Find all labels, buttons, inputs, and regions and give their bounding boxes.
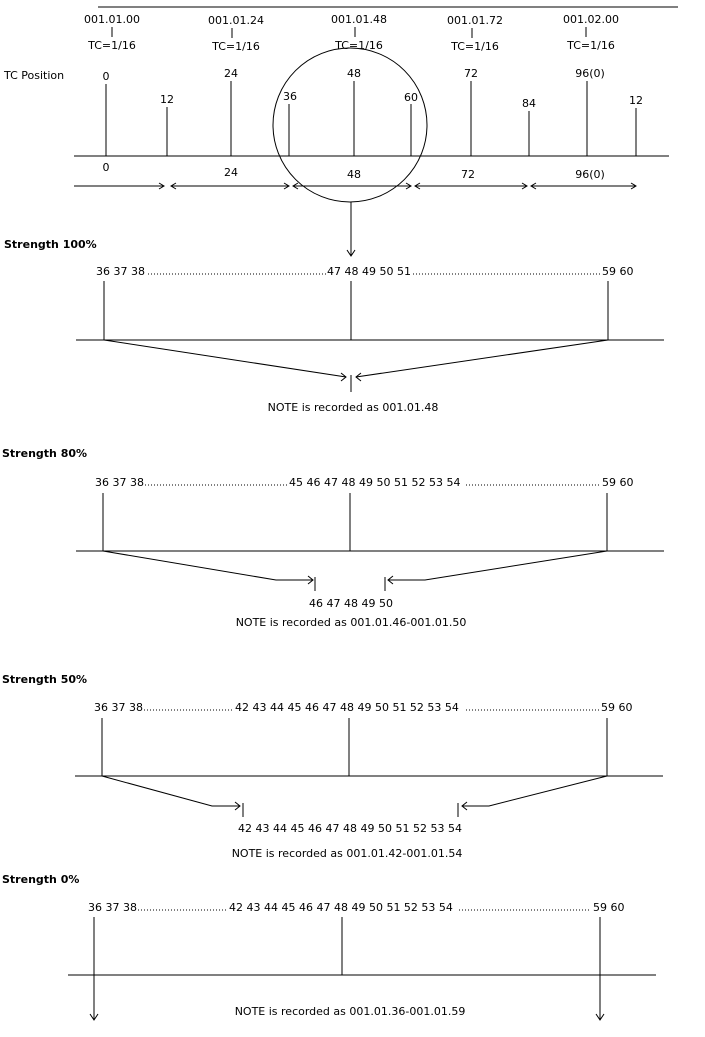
tick-label: 72 bbox=[464, 67, 478, 80]
tick-label: 96(0) bbox=[575, 67, 605, 80]
converge-arrow bbox=[388, 551, 607, 580]
number-mid: 45 46 47 48 49 50 51 52 53 54 bbox=[289, 476, 461, 489]
strength-80-section bbox=[2, 447, 664, 629]
tc-position-label: TC Position bbox=[4, 69, 65, 82]
converge-arrow bbox=[356, 340, 608, 377]
position-label: 001.01.00 bbox=[84, 13, 140, 26]
number-right: 59 60 bbox=[602, 476, 634, 489]
tick-label: 48 bbox=[347, 67, 361, 80]
tc-label: TC=1/16 bbox=[567, 39, 615, 52]
section-title: Strength 0% bbox=[2, 873, 80, 886]
tc-label: TC=1/16 bbox=[88, 39, 136, 52]
number-mid: 47 48 49 50 51 bbox=[327, 265, 411, 278]
position-label: 001.02.00 bbox=[563, 13, 619, 26]
number-left: 36 37 38 bbox=[88, 901, 137, 914]
converge-arrow bbox=[103, 551, 313, 580]
number-left: 36 37 38 bbox=[94, 701, 143, 714]
range-label: 72 bbox=[461, 168, 475, 181]
range-label: 24 bbox=[224, 166, 238, 179]
window-numbers: 42 43 44 45 46 47 48 49 50 51 52 53 54 bbox=[238, 822, 462, 835]
tick-label: 24 bbox=[224, 67, 238, 80]
strength-100-section bbox=[4, 238, 664, 414]
range-arrows bbox=[74, 183, 636, 189]
section-title: Strength 100% bbox=[4, 238, 97, 251]
strength-50-section bbox=[2, 673, 663, 860]
window-numbers: 46 47 48 49 50 bbox=[309, 597, 393, 610]
tc-label: TC=1/16 bbox=[212, 40, 260, 53]
strength-0-section bbox=[2, 873, 656, 1020]
note-text: NOTE is recorded as 001.01.48 bbox=[267, 401, 439, 414]
position-label: 001.01.48 bbox=[331, 13, 387, 26]
number-mid: 42 43 44 45 46 47 48 49 50 51 52 53 54 bbox=[229, 901, 453, 914]
position-label: 001.01.72 bbox=[447, 14, 503, 27]
tick-label: 84 bbox=[522, 97, 536, 110]
section-title: Strength 50% bbox=[2, 673, 88, 686]
range-label: 48 bbox=[347, 168, 361, 181]
converge-arrow bbox=[102, 776, 240, 806]
range-label: 0 bbox=[102, 161, 110, 174]
number-left: 36 37 38 bbox=[96, 265, 145, 278]
tick-label: 36 bbox=[283, 90, 297, 103]
timeline-header bbox=[3, 7, 678, 256]
tick-label: 0 bbox=[102, 70, 110, 83]
tc-label: TC=1/16 bbox=[451, 40, 499, 53]
section-title: Strength 80% bbox=[2, 447, 88, 460]
position-label: 001.01.24 bbox=[208, 14, 264, 27]
number-right: 59 60 bbox=[602, 265, 634, 278]
number-mid: 42 43 44 45 46 47 48 49 50 51 52 53 54 bbox=[235, 701, 459, 714]
note-text: NOTE is recorded as 001.01.46-001.01.50 bbox=[235, 616, 467, 629]
tick-label: 12 bbox=[160, 93, 174, 106]
tc-label: TC=1/16 bbox=[335, 39, 383, 52]
number-right: 59 60 bbox=[593, 901, 625, 914]
note-text: NOTE is recorded as 001.01.42-001.01.54 bbox=[231, 847, 463, 860]
range-label: 96(0) bbox=[575, 168, 605, 181]
tick-label: 60 bbox=[404, 91, 418, 104]
number-right: 59 60 bbox=[601, 701, 633, 714]
tick-label: 12 bbox=[629, 94, 643, 107]
number-left: 36 37 38 bbox=[95, 476, 144, 489]
note-text: NOTE is recorded as 001.01.36-001.01.59 bbox=[234, 1005, 466, 1018]
converge-arrow bbox=[104, 340, 346, 377]
converge-arrow bbox=[462, 776, 607, 806]
